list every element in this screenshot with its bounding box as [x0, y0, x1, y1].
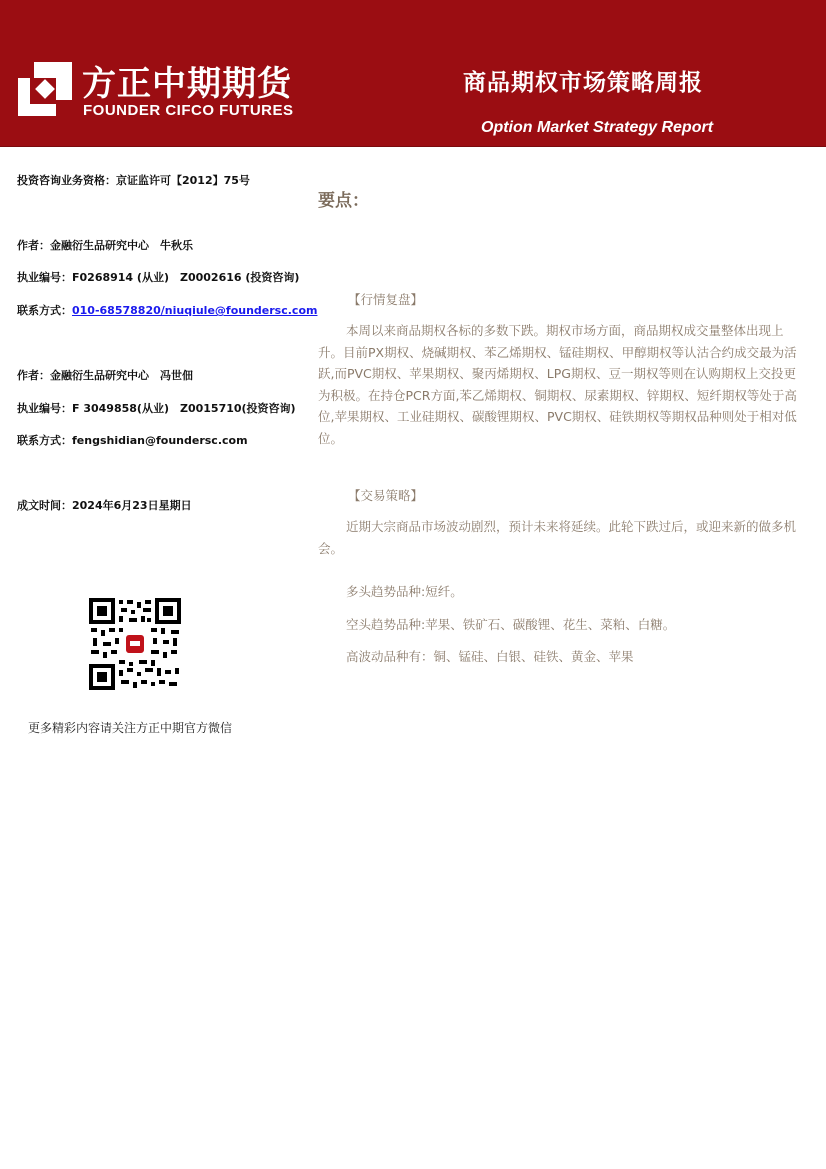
qr-caption: 更多精彩内容请关注方正中期官方微信 — [28, 721, 233, 735]
author2-cert: 执业编号：F 3049858(从业) Z0015710(投资咨询) — [17, 402, 296, 415]
founder-logo-icon — [16, 60, 74, 118]
author2-contact: 联系方式：fengshidian@foundersc.com — [17, 434, 248, 447]
qr-code-icon — [89, 598, 181, 690]
publish-date: 成文时间：2024年6月23日星期日 — [17, 499, 192, 512]
author2-name: 作者：金融衍生品研究中心 冯世佃 — [17, 369, 193, 382]
section-heading-strategy: 【交易策略】 — [348, 488, 424, 503]
report-title: 商品期权市场策略周报 — [463, 70, 703, 96]
long-trend-line: 多头趋势品种:短纤。 — [346, 584, 463, 599]
author1-name: 作者：金融衍生品研究中心 牛秋乐 — [17, 239, 193, 252]
report-header — [0, 0, 826, 147]
logo-english-name: FOUNDER CIFCO FUTURES — [83, 102, 294, 119]
logo-chinese-name: 方正中期期货 — [82, 64, 292, 104]
author1-cert: 执业编号：F0268914 (从业) Z0002616 (投资咨询) — [17, 271, 300, 284]
report-subtitle: Option Market Strategy Report — [481, 119, 714, 136]
review-paragraph: 本周以来商品期权各标的多数下跌。期权市场方面，商品期权成交量整体出现上升。目前PX期权、烧碱期权、苯乙烯期权、锰硅期权、甲醇期权等认沽合约成交最为活跃,而PVC期权、苹果期权、聚丙烯期权、LPG期权、豆一期权等则在认购期权上交投更为积极。在持仓PCR方面,苯乙烯期权、铜期权、尿素期权、锌期权、短纤期权等处于高位,苹果期权、工业硅期权、碳酸锂期权、PVC期权、硅铁期权等期权品种则处于相对低位。 — [318, 323, 797, 446]
author1-contact — [17, 302, 317, 318]
short-trend-line: 空头趋势品种:苹果、铁矿石、碳酸锂、花生、菜粕、白糖。 — [346, 617, 676, 632]
author1-contact-label: 联系方式： — [17, 304, 72, 317]
high-volatility-line: 高波动品种有：铜、锰硅、白银、硅铁、黄金、苹果 — [346, 649, 634, 664]
strategy-paragraph: 近期大宗商品市场波动剧烈，预计未来将延续。此轮下跌过后，或迎来新的做多机会。 — [318, 519, 797, 556]
license-line: 投资咨询业务资格：京证监许可【2012】75号 — [17, 174, 250, 187]
section-heading-review: 【行情复盘】 — [348, 292, 424, 307]
author1-contact-link[interactable]: 010-68578820/niuqiule@foundersc.com — [72, 304, 318, 317]
keypoints-title: 要点： — [318, 191, 369, 211]
